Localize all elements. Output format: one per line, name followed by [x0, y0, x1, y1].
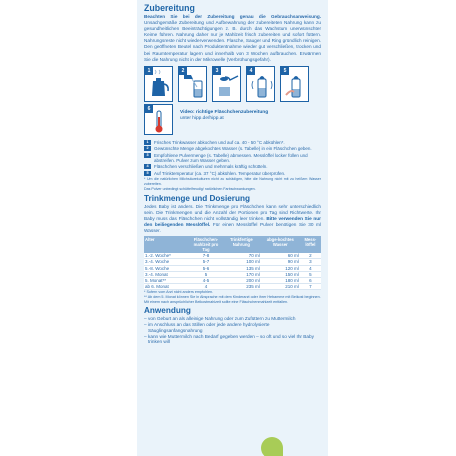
instruction-number: 1: [144, 140, 151, 145]
table-cell: 4: [300, 265, 321, 271]
table-footnote: * Sofern vom Arzt nicht anders empfohlen.: [144, 290, 214, 295]
scoop-warning: Bitte verwenden Sie nur den beiliegenden Messlöffel.: [144, 215, 321, 227]
table-cell: 120 ml: [261, 265, 300, 271]
table-cell: 3.-4. Woche: [144, 259, 190, 265]
table-cell: 4: [190, 284, 222, 290]
column-header: Alter: [144, 236, 190, 253]
table-cell: 1.-2. Woche*: [144, 253, 190, 259]
section-heading-zubereitung: Zubereitung: [144, 3, 195, 13]
video-url: unter hipp.de/hipp.at: [180, 115, 224, 121]
trinkmenge-text: [144, 204, 321, 234]
table-cell: 7: [300, 284, 321, 290]
trinkmenge-text-2: Für einen Messlöffel Pulver benötigen Sie 30 ml Wasser.: [144, 221, 321, 234]
video-row: [144, 104, 321, 138]
dosage-table: [144, 236, 321, 290]
step-card-6: [144, 104, 173, 135]
video-link[interactable]: [180, 110, 268, 122]
column-header: Fläschchen-mahlzeit pro Tag: [190, 236, 222, 253]
table-cell: 135 ml: [222, 265, 261, 271]
table-cell: 150 ml: [261, 271, 300, 277]
table-cell: 3.-4. Monat: [144, 271, 190, 277]
step-card-4: [246, 66, 275, 102]
table-cell: 90 ml: [261, 259, 300, 265]
instruction-item: [144, 146, 321, 151]
column-header: Mess-löffel: [300, 236, 321, 253]
usage-item: – kann wie Muttermilch nach Bedarf gegeben werden – so oft und so viel Ihr Baby trinken will: [144, 334, 321, 346]
instruction-number: 5: [144, 171, 151, 176]
usage-item: – im Anschluss an das Stillen oder jede andere hydrolysierte Säuglingsanfangsnahrung: [144, 322, 321, 334]
instruction-text: Auf Trinktemperatur (ca. 37 °C) abkühlen. Temperatur überprüfen.: [154, 170, 286, 176]
table-cell: ab 6. Monat: [144, 284, 190, 290]
instruction-item: [144, 140, 321, 145]
table-cell: 5-7: [190, 259, 222, 265]
instruction-text: Empfohlene Pulvermenge (s. Tabelle) abmessen. Messlöffel locker füllen und abstreifen. Pulver zum Wasser geben.: [154, 152, 308, 163]
instruction-number: 2: [144, 146, 151, 151]
section-heading-trinkmenge: Trinkmenge und Dosierung: [144, 193, 250, 203]
step-card-3: [212, 66, 241, 102]
table-cell: 5. Monat**: [144, 277, 190, 283]
intro-text: Unsachgemäße Zubereitung und Aufbewahrung der zubereiteten Nahrung kann zu gesundheitlichen Beeinträchtigungen z. B. durch das Wachstum unerwünschter Keime führen. Nahrung daher nur je Mahlzeit frisch zubereiten und sofort füttern. Nahrungsreste nicht wiederverwenden. Flasche, Sauger und Ring gründlich reinigen. Den geöffneten Beutel nach Produktentnahme wieder gut verschließen, trocken und bei Raumtemperatur lagern und innerhalb von 3 Wochen aufbrauchen. Erwärmen Sie die Nahrung nicht in der Mikrowelle (Verbrühungsgefahr).: [144, 20, 321, 62]
preparation-footnote: * Um die natürlichen Milchsäurekulturen nicht zu schädigen, hitte die Nahrung nicht mit zu heißem Wasser zubereiten.: [144, 177, 321, 186]
instruction-text: Gewünschte Menge abgekochtes Wasser (s. Tabelle) in ein Fläschchen geben.: [154, 146, 312, 152]
table-cell: 7-8: [190, 253, 222, 259]
step-number: 5: [281, 67, 289, 75]
section-heading-anwendung: Anwendung: [144, 306, 191, 316]
table-cell: 210 ml: [261, 284, 300, 290]
step-card-5: [280, 66, 309, 102]
leaf-decoration: [261, 437, 283, 456]
video-title: Video: richtige Fläschchenzubereitung: [180, 109, 269, 115]
step-card-1: [144, 66, 173, 102]
table-cell: 4-5: [190, 277, 222, 283]
table-cell: 60 ml: [261, 253, 300, 259]
instruction-item: [144, 164, 321, 169]
zubereitung-intro: [144, 14, 321, 63]
usage-item: – von Geburt an als alleinige Nahrung oder zum Zufüttern zu Muttermilch: [144, 316, 321, 322]
table-cell: 5: [190, 271, 222, 277]
step-number: 3: [213, 67, 221, 75]
step-number: 2: [179, 67, 187, 75]
table-cell: 170 ml: [222, 271, 261, 277]
table-cell: 2: [300, 253, 321, 259]
step-card-2: [178, 66, 207, 102]
table-cell: 5-6: [190, 265, 222, 271]
instruction-number: 4: [144, 164, 151, 169]
table-cell: 180 ml: [261, 277, 300, 283]
column-header: Trinkfertige Nahrung: [222, 236, 261, 253]
table-cell: 70 ml: [222, 253, 261, 259]
table-header-row: [144, 236, 321, 253]
step-number: 4: [247, 67, 255, 75]
instruction-item: [144, 171, 321, 176]
table-cell: 5.-8. Woche: [144, 265, 190, 271]
instruction-number: 3: [144, 153, 151, 158]
table-footnote: Mit einem nach ansprüchlicher Beikostmahlzeit sollte eine Fläschchenmahlzeit entfallen.: [144, 299, 289, 304]
instruction-text: Fläschchen verschließen und mehrmals kräftig schütteln.: [154, 164, 268, 170]
table-cell: 3: [300, 259, 321, 265]
instruction-item: [144, 153, 321, 164]
instruction-text: Frisches Trinkwasser abkochen und auf ca. 40 - 50 °C abkühlen*.: [154, 139, 285, 145]
table-row: [144, 284, 321, 290]
trinkmenge-text-1: Jedes Baby ist anders. Die Trinkmenge pro Fläschchen kann sehr unterschiedlich sein. Die Trinkmengen und die Anzahl der Portionen pro Tag sind Richtwerte. Ihr Baby muss das Fläschchen nicht vollständig leer trinken.: [144, 203, 321, 221]
column-header: abge-kochtes Wasser: [261, 236, 300, 253]
intro-bold: Beachten Sie bei der Zubereitung genau die Gebrauchsanweisung.: [144, 14, 321, 19]
table-cell: 5: [300, 271, 321, 277]
step-number: 1: [145, 67, 153, 75]
instruction-list: [144, 140, 321, 176]
table-cell: 100 ml: [222, 259, 261, 265]
powder-note: Das Pulver unbedingt schüttelfreudig/ natürlichen Farbschwankungen.: [144, 187, 256, 192]
panel-content: [144, 3, 321, 345]
step-number: 6: [145, 105, 153, 113]
usage-list: [144, 316, 321, 345]
table-footnote: ** Ab dem 5. Monat können Sie in Absprache mit dem Kinderarzt oder ihrer Hebamme mit Beikost beginnen.: [144, 294, 321, 299]
table-cell: 235 ml: [222, 284, 261, 290]
instruction-panel: [137, 0, 328, 456]
table-cell: 6: [300, 277, 321, 283]
table-cell: 200 ml: [222, 277, 261, 283]
preparation-steps: [144, 66, 321, 102]
